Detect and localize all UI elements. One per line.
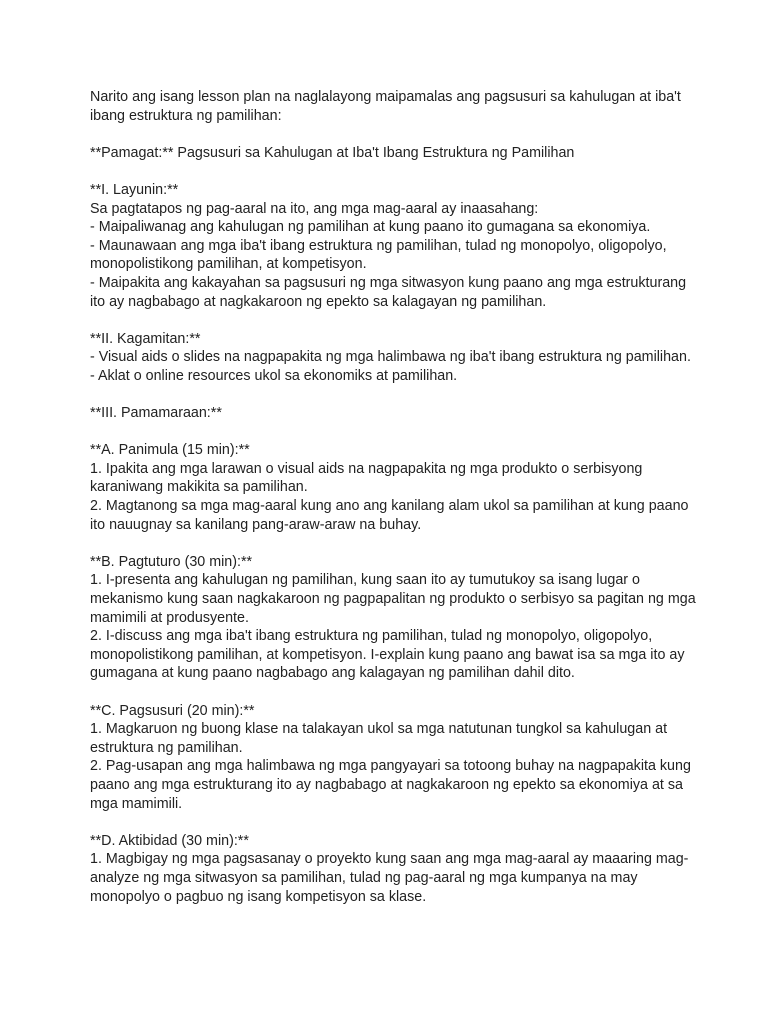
text-line: karaniwang makikita sa pamilihan.	[90, 479, 308, 496]
intro-paragraph	[90, 88, 690, 125]
section-pagtuturo	[90, 553, 696, 683]
text-line: monopolistikong pamilihan, at kompetisyon. I-explain kung paano ang bawat isa sa mga ito ay	[90, 646, 685, 663]
text-line: - Maipaliwanag ang kahulugan ng pamilihan at kung paano ito gumagana sa ekonomiya.	[90, 219, 651, 236]
text-line: ito nauugnay sa kanilang pang-araw-araw na buhay.	[90, 516, 422, 533]
section-panimula	[90, 441, 690, 534]
text-line: - Maipakita ang kakayahan sa pagsusuri ng mga sitwasyon kung paano ang mga estrukturang	[90, 274, 687, 291]
text-line: mekanismo kung saan nagkakaroon ng pagpapalitan ng produkto o serbisyo sa pagitan ng mga	[90, 591, 696, 608]
section-aktibidad	[90, 832, 690, 906]
text-line: - Visual aids o slides na nagpapakita ng mga halimbawa ng iba't ibang estruktura ng pamilihan.	[90, 349, 691, 366]
text-line: 1. Ipakita ang mga larawan o visual aids na nagpapakita ng mga produkto o serbisyong	[90, 460, 643, 477]
section-heading: **B. Pagtuturo (30 min):**	[90, 553, 253, 570]
section-heading: **I. Layunin:**	[90, 181, 179, 198]
text-line: 2. I-discuss ang mga iba't ibang estruktura ng pamilihan, tulad ng monopolyo, oligopolyo,	[90, 628, 653, 645]
section-layunin	[90, 181, 690, 311]
section-pagsusuri	[90, 702, 690, 814]
text-line: estruktura ng pamilihan.	[90, 739, 243, 756]
text-line: monopolyo o pagbuo ng isang kompetisyon sa klase.	[90, 888, 427, 905]
text-line: mga mamimili.	[90, 795, 183, 812]
text-line: analyze ng mga sitwasyon sa pamilihan, tulad ng pag-aaral ng mga kumpanya na may	[90, 869, 638, 886]
intro-line: Narito ang isang lesson plan na naglalayong maipamalas ang pagsusuri sa kahulugan at iba't	[90, 89, 681, 105]
text-line: ito ay nagbabago at nagkakaroon ng epekto sa kalagayan ng pamilihan.	[90, 293, 547, 310]
text-line: 2. Pag-usapan ang mga halimbawa ng mga pangyayari sa totoong buhay na nagpapakita kung	[90, 758, 691, 775]
text-line: 2. Magtanong sa mga mag-aaral kung ano ang kanilang alam ukol sa pamilihan at kung paano	[90, 498, 689, 515]
text-line: 1. I-presenta ang kahulugan ng pamilihan, kung saan ito ay tumutukoy sa isang lugar o	[90, 572, 640, 589]
text-line: monopolistikong pamilihan, at kompetisyon.	[90, 256, 367, 273]
text-line: paano ang mga estrukturang ito ay nagbabago at nagkakaroon ng epekto sa ekonomiya at sa	[90, 776, 683, 793]
section-pamamaraan	[90, 404, 690, 423]
text-line: mamimili at produsyente.	[90, 609, 249, 626]
text-line: - Maunawaan ang mga iba't ibang estruktura ng pamilihan, tulad ng monopolyo, oligopolyo,	[90, 237, 667, 254]
section-heading: **C. Pagsusuri (20 min):**	[90, 702, 255, 719]
text-line: 1. Magbigay ng mga pagsasanay o proyekto kung saan ang mga mag-aaral ay maaaring mag-	[90, 851, 689, 868]
section-heading: **A. Panimula (15 min):**	[90, 442, 250, 459]
intro-line: ibang estruktura ng pamilihan:	[90, 107, 282, 124]
text-line: gumagana at kung paano nagbabago ang kalagayan ng pamilihan dahil dito.	[90, 665, 575, 682]
section-kagamitan	[90, 330, 690, 386]
section-heading: **III. Pamamaraan:**	[90, 405, 222, 422]
document-page	[90, 88, 696, 906]
text-line: Sa pagtatapos ng pag-aaral na ito, ang mga mag-aaral ay inaasahang:	[90, 200, 539, 217]
text-line: - Aklat o online resources ukol sa ekonomiks at pamilihan.	[90, 367, 458, 384]
lesson-title: **Pamagat:** Pagsusuri sa Kahulugan at Iba't Ibang Estruktura ng Pamilihan	[90, 144, 575, 161]
section-heading: **D. Aktibidad (30 min):**	[90, 832, 249, 849]
text-line: 1. Magkaruon ng buong klase na talakayan ukol sa mga natutunan tungkol sa kahulugan at	[90, 721, 668, 738]
section-heading: **II. Kagamitan:**	[90, 330, 201, 347]
